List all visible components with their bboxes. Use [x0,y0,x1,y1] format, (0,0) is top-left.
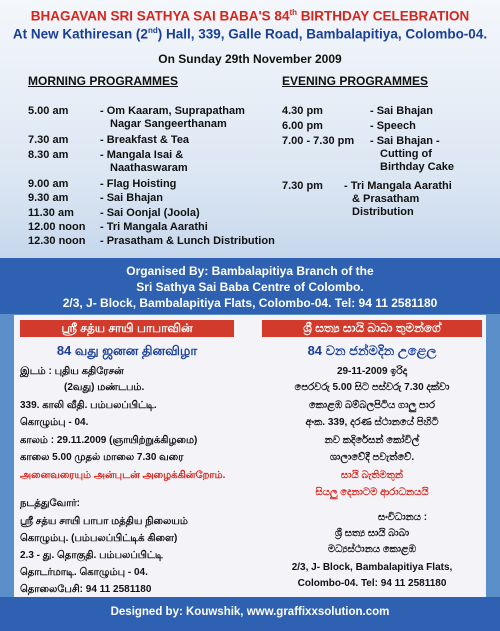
sinhala-title: 84 වන ජන්මදින උළෙල [307,343,437,358]
evening-item: 4.30 pm - Sai Bhajan [282,105,433,117]
morning-item: 9.00 am - Flag Hoisting [28,178,177,190]
morning-item: 12.00 noon - Tri Mangala Aarathi [28,221,208,233]
event-title: BHAGAVAN SRI SATHYA SAI BABA'S 84th BIRTHDAY CELEBRATION [30,8,470,24]
designer-credit: Designed by: Kouwshik, www.graffixxsolution.com [110,606,390,618]
tamil-column: இடம் : புதிய கதிரேசன் (2வது) மண்டபம். 339. காலி வீதி. பம்பலப்பிட்டி. கொழும்பு - 04. காலம் : 29.11.2009 (ஞாயிற்றுக்கிழமை) காலை 5.00 முதல் மாலை 7.30 வரை அனைவரையும் அன்புடன் அழைக்கின்றோம். நடத்துவோர்: ஸ்ரீ சத்ய சாயி பாபா மத்திய நிலையம் கொழும்பு. (பம்பலப்பிட்டிக் கிளை) 2.3 - து. தொகுதி. பம்பலப்பிட்டி தொடர்மாடி. கொழும்பு - 04. தொலைபேசி: 94 11 2581180 [20,366,226,595]
evening-item: 6.00 pm - Speech [282,120,416,132]
evening-item: 7.00 - 7.30 pm - Sai Bhajan - Cutting of Birthday Cake [282,135,454,173]
morning-item: 12.30 noon - Prasatham & Lunch Distribution [28,235,275,247]
organiser-line: Organised By: Bambalapitiya Branch of the [126,264,374,278]
morning-item: 11.30 am - Sai Oonjal (Joola) [28,207,200,219]
morning-item: 5.00 am - Om Kaaram, Suprapatham Nagar Sangeerthanam [28,105,245,130]
sinhala-tag: ශ්‍රී සත්‍ය සායි බාබා තුමන්ගේ [262,320,482,337]
morning-item: 7.30 am - Breakfast & Tea [28,134,190,146]
tamil-tag: ஸ்ரீ சத்ய சாயி பாபாவின் [20,320,234,337]
evening-item: 7.30 pm - Tri Mangala Aarathi & Prasatham Distribution [282,180,452,218]
morning-heading: MORNING PROGRAMMES [28,74,178,88]
evening-heading: EVENING PROGRAMMES [282,74,429,88]
morning-item: 8.30 am - Mangala Isai & Naathaswaram [28,149,188,174]
event-venue: At New Kathiresan (2nd) Hall, 339, Galle Road, Bambalapitiya, Colombo-04. [12,26,488,42]
event-date: On Sunday 29th November 2009 [158,52,342,66]
sinhala-column: 29-11-2009 ඉරිදා පෙරවරු 5.00 සිට පස්වරු 7.30 දක්වා කොළඹ බම්බලපිටිය ගාලු පාර අංක. 339, දරණ ස්ථානයේ පිහිටි නව කදිරේසන් කෝවිල් ශාලාවේදී පවැත්වේ. සායි බැතිමතුන් සියලු දෙනාටම ආරාධනයයි සංවිධානය : ශ්‍රී සත්‍ය සායි බාබා මධ්‍යස්ථානය කොළඹ 2/3, J- Block, Bambalapitiya Flats, Colombo-04. Tel: 94 11 2581180 [291,366,453,589]
organiser-line: Sri Sathya Sai Baba Centre of Colombo. [136,280,364,294]
organiser-address: 2/3, J- Block, Bambalapitiya Flats, Colombo-04. Tel: 94 11 2581180 [62,296,438,310]
tamil-title: 84 வது ஜனன தினவிழா [56,343,198,358]
morning-item: 9.30 am - Sai Bhajan [28,192,163,204]
